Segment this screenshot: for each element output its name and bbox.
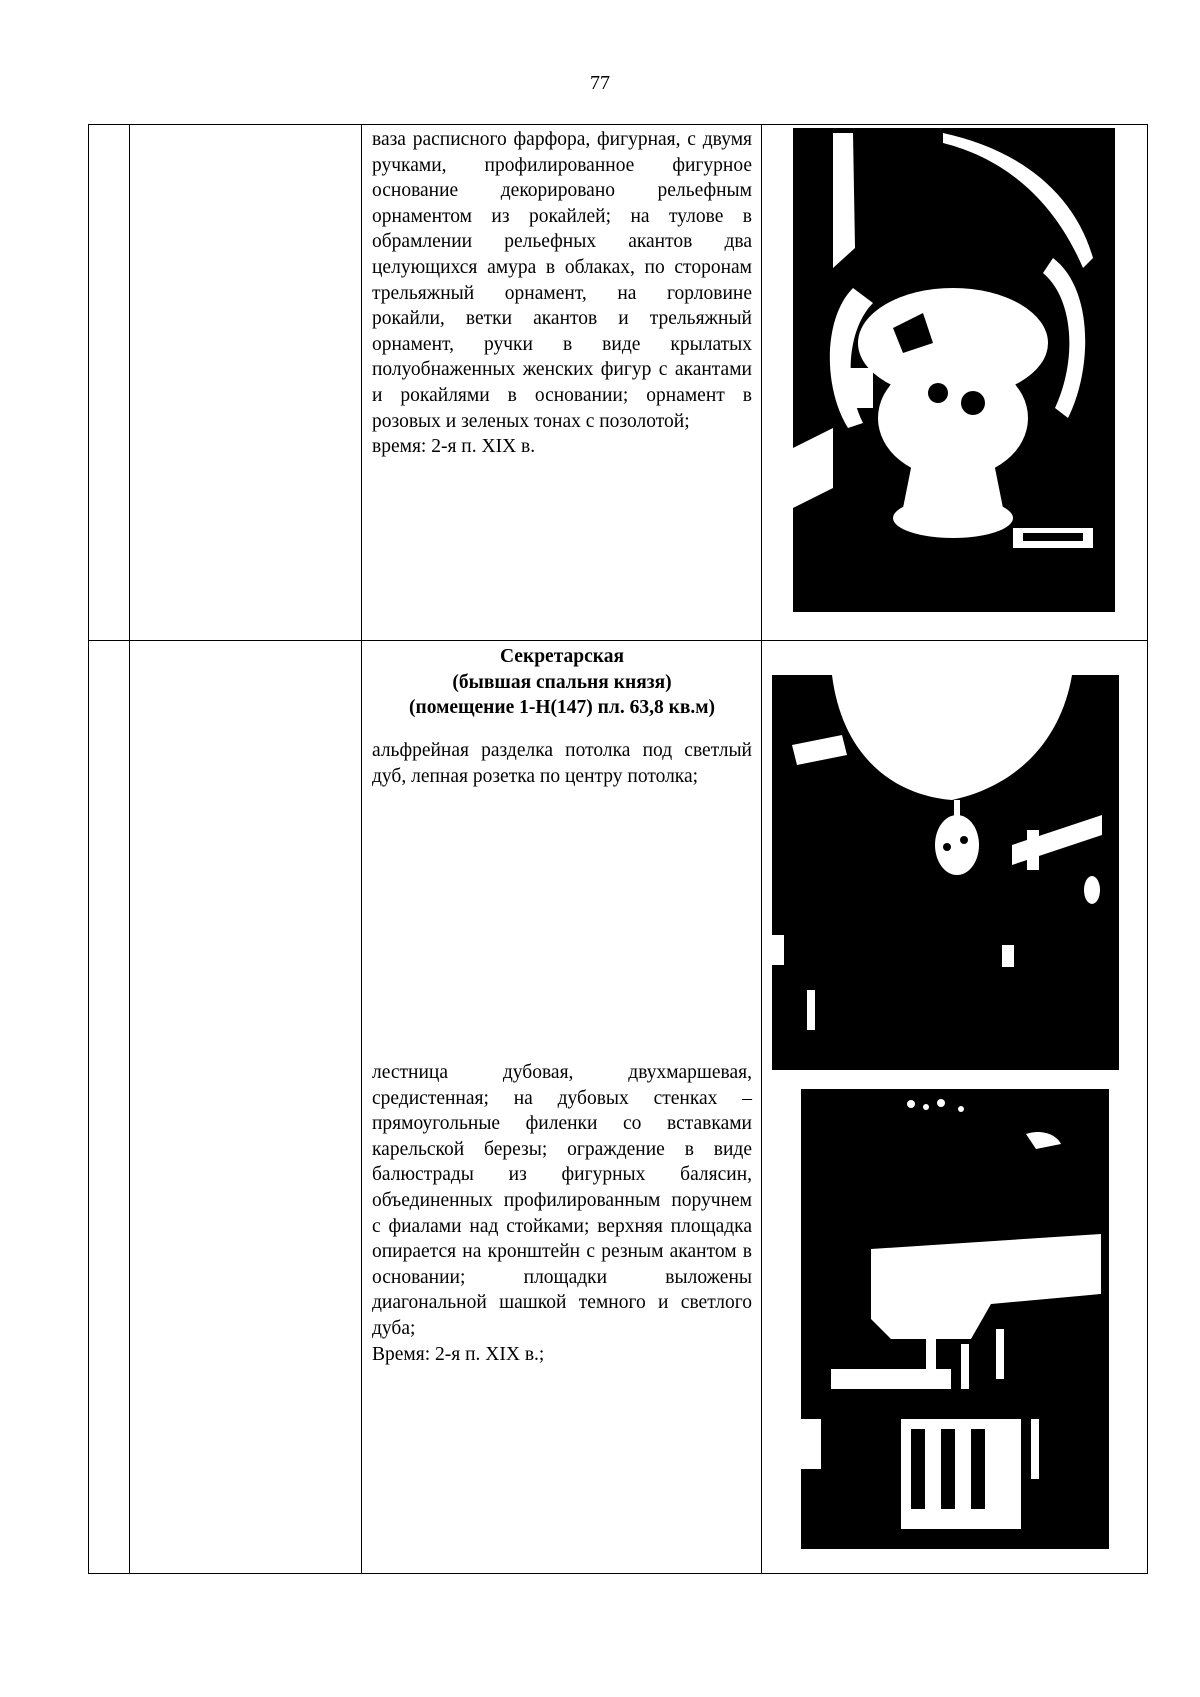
table-row [372,127,752,460]
inventory-table [88,124,1148,1574]
room-former-name: (бывшая спальня князя) [452,671,672,693]
ceiling-chandelier-photo [772,675,1119,1070]
row-divider [88,640,1148,641]
vase-description: ваза расписного фарфора, фигурная, с двумя ручками, профилированное фигурное основание декорировано рельефным орнаментом из рокайлей; на тулове в обрамлении рельефных акантов два целующихся амура в облаках, по сторонам трельяжный орнамент, на горловине рокайли, ветки акантов и трельяжный орнамент, ручки в виде крылатых полуобнаженных женских фигур с акантами и рокайлями в основании; орнамент в розовых и зеленых тонах с позолотой; [372,129,752,432]
vase-photo [793,128,1115,612]
column-divider-1 [129,124,130,1574]
list-item [372,1060,752,1367]
section-heading [372,644,752,721]
room-title: Секретарская [499,646,625,667]
column-divider-2 [361,124,362,1574]
table-border-top [88,124,1148,125]
table-border-bottom [88,1573,1148,1574]
staircase-period: Время: 2-я п. XIX в.; [372,1343,545,1365]
vase-period: время: 2-я п. XIX в. [372,436,536,458]
column-divider-3 [761,124,762,1574]
table-border-left [88,124,89,1574]
room-designation: (помещение 1-Н(147) пл. 63,8 кв.м) [408,697,716,719]
table-border-right [1147,124,1148,1574]
ceiling-description: альфрейная разделка потолка под светлый дуб, лепная розетка по центру потолка; [372,740,752,787]
staircase-photo [801,1089,1109,1549]
page-number: 77 [590,72,610,94]
list-item [372,738,752,789]
staircase-description: лестница дубовая, двухмаршевая, средистенная; на дубовых стенках – прямоугольные филенки со вставками карельской березы; ограждение в виде балюстрады из фигурных балясин, объединенных профилированным поручнем с фиалами над стойками; верхняя площадка опирается на кронштейн с резным акантом в основании; площадки выложены диагональной шашкой темного и светлого дуба; [372,1062,752,1339]
